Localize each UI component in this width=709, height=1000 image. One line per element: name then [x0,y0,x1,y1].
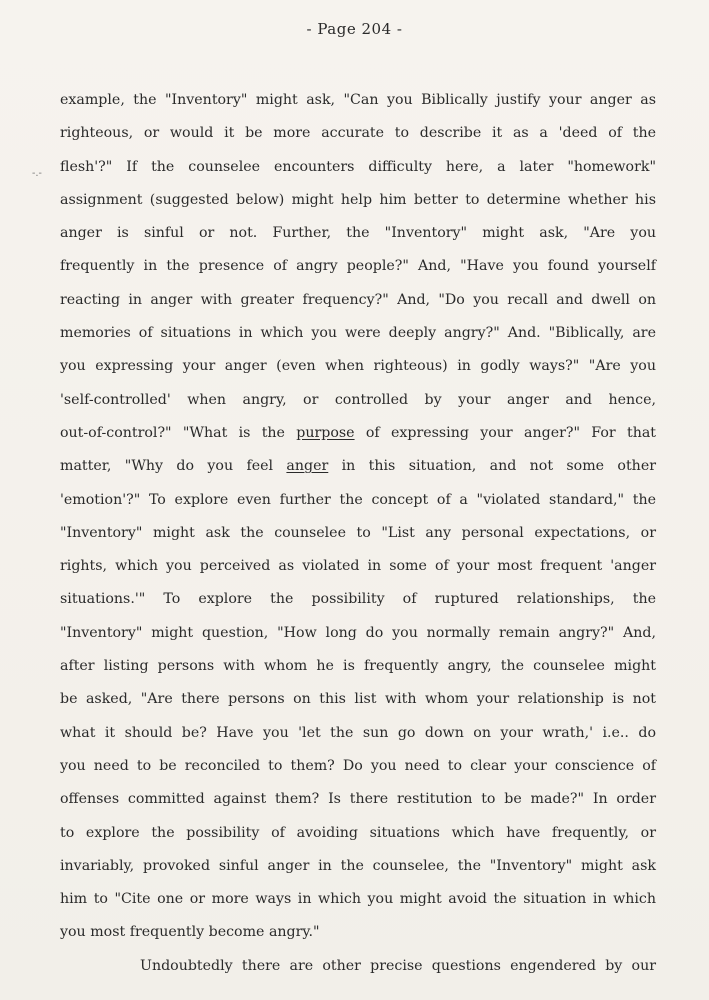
text-line-6: frequently in the presence of angry people?" And, "Have you found yourself [60,258,656,275]
text-line-13: 'emotion'?" To explore even further the concept of a "violated standard," the [60,491,656,508]
text-line-18: after listing persons with whom he is frequently angry, the counselee might [60,658,656,675]
text-line-11: out-of-control?" "What is the purpose of expressing your anger?" For that [60,424,656,441]
text-line-5: anger is sinful or not. Further, the "Inventory" might ask, "Are you [60,225,656,242]
body-text [60,84,656,983]
text-line-1: example, the "Inventory" might ask, "Can you Biblically justify your anger as [60,92,656,108]
text-line-19: be asked, "Are there persons on this list with whom your relationship is not [60,691,656,708]
text-line-27: Undoubtedly there are other precise questions engendered by our [140,957,656,974]
text-line-17: "Inventory" might question, "How long do you normally remain angry?" And, [60,624,656,641]
text-line-9: you expressing your anger (even when righteous) in godly ways?" "Are you [60,358,656,375]
text-line-21: you need to be reconciled to them? Do you need to clear your conscience of [60,757,656,774]
text-line-15: rights, which you perceived as violated in some of your most frequent 'anger [60,558,656,575]
text-line-23: to explore the possibility of avoiding situations which have frequently, or [60,824,656,841]
text-line-24: invariably, provoked sinful anger in the counselee, the "Inventory" might ask [60,857,656,874]
text-line-25: him to "Cite one or more ways in which you might avoid the situation in which [60,891,656,908]
text-line-22: offenses committed against them? Is there restitution to be made?" In order [60,791,656,808]
text-line-4: assignment (suggested below) might help him better to determine whether his [60,191,656,208]
underlined-word-anger: anger [286,458,329,475]
text-line-10: 'self-controlled' when angry, or controlled by your anger and hence, [60,391,656,408]
text-line-2: righteous, or would it be more accurate to describe it as a 'deed of the [60,125,656,142]
text-line-8: memories of situations in which you were deeply angry?" And. "Biblically, are [60,325,656,342]
scan-mark: -.- [32,168,42,179]
text-line-12: matter, "Why do you feel anger in this situation, and not some other [60,458,656,475]
text-line-20: what it should be? Have you 'let the sun go down on your wrath,' i.e.. do [60,724,656,741]
text-line-26: you most frequently become angry." [60,924,320,941]
text-line-14: "Inventory" might ask the counselee to "List any personal expectations, or [60,524,656,541]
underlined-word-purpose: purpose [296,424,355,441]
page-number-header: - Page 204 - [306,20,403,38]
text-line-16: situations.'" To explore the possibility of ruptured relationships, the [60,591,656,608]
text-line-3: flesh'?" If the counselee encounters difficulty here, a later "homework" [60,158,656,175]
text-line-7: reacting in anger with greater frequency?" And, "Do you recall and dwell on [60,291,656,308]
